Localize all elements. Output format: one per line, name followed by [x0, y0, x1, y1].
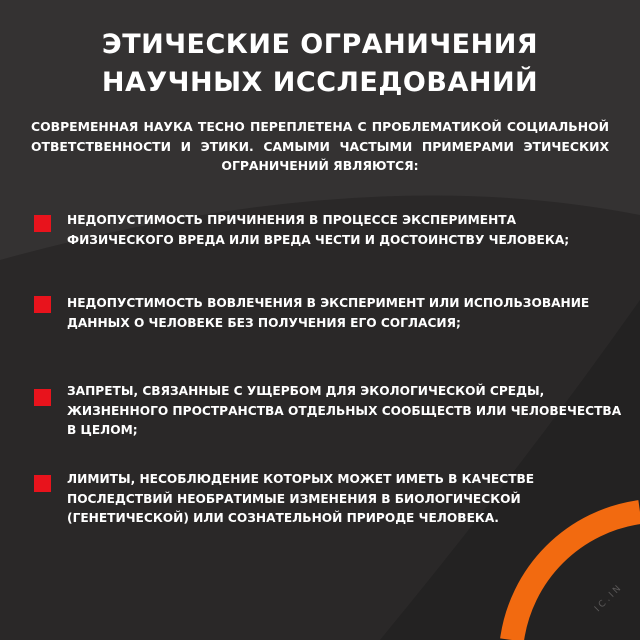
list-item-line: ДАННЫХ О ЧЕЛОВЕКЕ БЕЗ ПОЛУЧЕНИЯ ЕГО СОГЛАСИЯ; — [67, 315, 461, 330]
list-item-text — [67, 382, 627, 441]
list-item-text — [67, 470, 627, 529]
red-square-bullet-icon — [34, 296, 51, 313]
list-item-line: НЕДОПУСТИМОСТЬ ВОВЛЕЧЕНИЯ В ЭКСПЕРИМЕНТ ИЛИ ИСПОЛЬЗОВАНИЕ — [67, 296, 590, 310]
title-line-2: НАУЧНЫХ ИССЛЕДОВАНИЙ — [101, 67, 539, 98]
list-item-line: ПОСЛЕДСТВИЙ НЕОБРАТИМЫЕ ИЗМЕНЕНИЯ В БИОЛОГИЧЕСКОЙ — [67, 491, 521, 506]
list-item-line: ЗАПРЕТЫ, СВЯЗАННЫЕ С УЩЕРБОМ ДЛЯ ЭКОЛОГИЧЕСКОЙ СРЕДЫ, — [67, 384, 545, 398]
red-square-bullet-icon — [34, 215, 51, 232]
list-item-line: ФИЗИЧЕСКОГО ВРЕДА ИЛИ ВРЕДА ЧЕСТИ И ДОСТОИНСТВУ ЧЕЛОВЕКА; — [67, 232, 570, 247]
page-title — [0, 26, 640, 102]
title-line-1: ЭТИЧЕСКИЕ ОГРАНИЧЕНИЯ — [101, 29, 539, 60]
red-square-bullet-icon — [34, 475, 51, 492]
list-item-line: (ГЕНЕТИЧЕСКОЙ) ИЛИ СОЗНАТЕЛЬНОЙ ПРИРОДЕ ЧЕЛОВЕКА. — [67, 511, 499, 525]
list-item-line: В ЦЕЛОМ; — [67, 423, 138, 437]
list-item-text — [67, 294, 627, 333]
red-square-bullet-icon — [34, 389, 51, 406]
intro-paragraph: СОВРЕМЕННАЯ НАУКА ТЕСНО ПЕРЕПЛЕТЕНА С ПРОБЛЕМАТИКОЙ СОЦИАЛЬНОЙ ОТВЕТСТВЕННОСТИ И ЭТИКИ. САМЫМИ ЧАСТЫМИ ПРИМЕРАМИ ЭТИЧЕСКИХ ОГРАНИЧЕНИЙ ЯВЛЯЮТСЯ: — [31, 119, 609, 173]
watermark-text: I C . I N — [593, 583, 624, 615]
list-item-text — [67, 211, 627, 250]
list-item-line: ЖИЗНЕННОГО ПРОСТРАНСТВА ОТДЕЛЬНЫХ СООБЩЕСТВ ИЛИ ЧЕЛОВЕЧЕСТВА — [67, 403, 622, 418]
list-item-line: ЛИМИТЫ, НЕСОБЛЮДЕНИЕ КОТОРЫХ МОЖЕТ ИМЕТЬ В КАЧЕСТВЕ — [67, 472, 535, 486]
list-item-line: НЕДОПУСТИМОСТЬ ПРИЧИНЕНИЯ В ПРОЦЕССЕ ЭКСПЕРИМЕНТА — [67, 213, 517, 227]
